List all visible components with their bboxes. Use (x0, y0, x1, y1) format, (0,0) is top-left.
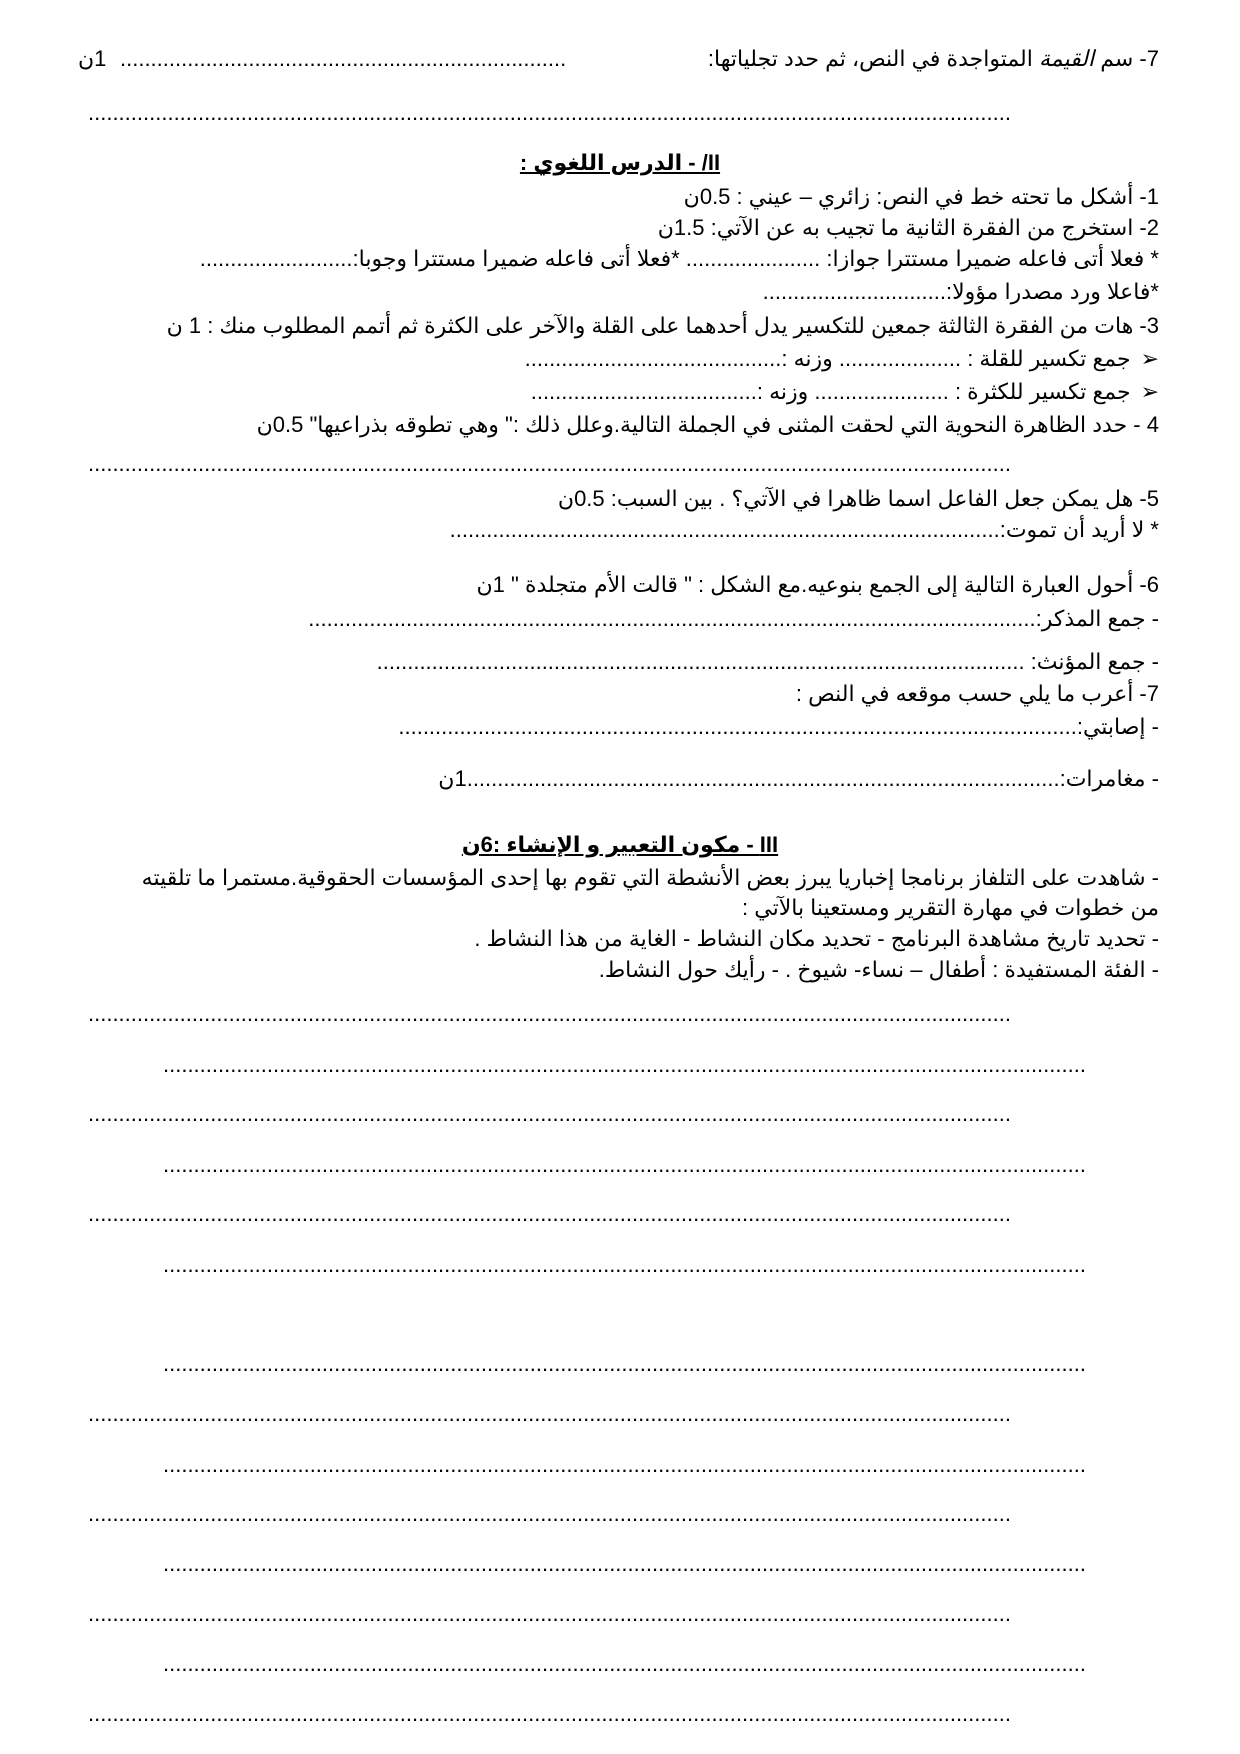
arrow-bullet-icon: ➢ (1140, 379, 1159, 404)
essay-answer-line[interactable]: ....................................................................................................................................................... (163, 1652, 1086, 1676)
grammar-question-3: 3- هات من الفقرة الثالثة جمعين للتكسير يدل أحدهما على القلة والآخر على الكثرة ثم أتمم المطلوب منك : 1 ن (166, 313, 1159, 338)
grammar-question-6b: - جمع المؤنث: .......................................................................................................... (376, 649, 1159, 674)
q7-prefix: 7- سم (1094, 46, 1159, 71)
essay-answer-line[interactable]: ....................................................................................................................................................... (163, 1352, 1086, 1376)
essay-answer-line[interactable]: ....................................................................................................................................................... (88, 1202, 1011, 1226)
q3a-text: جمع تكسير للقلة : .................... وزنه :.......................................... (524, 346, 1131, 371)
essay-answer-line[interactable]: ....................................................................................................................................................... (88, 1002, 1011, 1026)
reading-question-7 (708, 47, 1159, 71)
arrow-bullet-icon: ➢ (1140, 346, 1159, 371)
essay-answer-line[interactable]: ....................................................................................................................................................... (88, 1602, 1011, 1626)
grammar-question-7a: - إصابتي:............................................................................................................... (398, 714, 1159, 739)
essay-answer-line[interactable]: ....................................................................................................................................................... (88, 1402, 1011, 1426)
essay-answer-line[interactable]: ....................................................................................................................................................... (163, 1453, 1086, 1477)
q7-italic-word: القيمة (1039, 46, 1095, 71)
grammar-question-2a: * فعلا أتى فاعله ضميرا مستترا جوازا: ...................... *فعلا أتى فاعله ضميرا مستترا وجوبا:......................... (199, 246, 1159, 271)
essay-answer-line[interactable]: ....................................................................................................................................................... (163, 1053, 1086, 1077)
essay-answer-line[interactable]: ....................................................................................................................................................... (163, 1253, 1086, 1277)
grammar-question-6a: - جمع المذكر:....................................................................................................................... (308, 606, 1159, 631)
essay-answer-line[interactable]: ....................................................................................................................................................... (88, 1102, 1011, 1126)
grammar-question-4: 4 - حدد الظاهرة النحوية التي لحقت المثنى في الجملة التالية.وعلل ذلك :" وهي تطوقه بذراعيها" 0.5ن (256, 412, 1159, 437)
grammar-question-7b: - مغامرات:.................................................................................................1ن (438, 766, 1159, 791)
essay-prompt-line-1: - شاهدت على التلفاز برنامجا إخباريا يبرز بعض الأنشطة التي تقوم بها إحدى المؤسسات الحقوقية.مستمرا ما تلقيته (141, 865, 1159, 890)
grammar-question-5a: * لا أريد أن تموت:.......................................................................................... (449, 517, 1159, 542)
section-3-title: III - مكون التعبير و الإنشاء :6ن (461, 832, 779, 857)
q7-rest: المتواجدة في النص، ثم حدد تجلياتها: (707, 46, 1039, 71)
answer-line[interactable]: ....................................................................................................................................................... (88, 101, 1011, 125)
essay-prompt-line-3: - تحديد تاريخ مشاهدة البرنامج - تحديد مكان النشاط - الغاية من هذا النشاط . (474, 926, 1159, 951)
essay-prompt-line-4: - الفئة المستفيدة : أطفال – نساء- شيوخ . - رأيك حول النشاط. (598, 957, 1159, 982)
essay-answer-line[interactable]: ....................................................................................................................................................... (163, 1552, 1086, 1576)
grammar-question-2b: *فاعلا ورد مصدرا مؤولا:.............................. (762, 279, 1159, 304)
q3b-text: جمع تكسير للكثرة : ...................... وزنه :..................................... (530, 379, 1131, 404)
essay-answer-line[interactable]: ....................................................................................................................................................... (88, 1502, 1011, 1526)
q7-points: 1ن (78, 46, 107, 71)
essay-answer-line[interactable]: ....................................................................................................................................................... (163, 1153, 1086, 1177)
section-2-title: II/ - الدرس اللغوي : (519, 150, 721, 175)
essay-prompt-line-2: من خطوات في مهارة التقرير ومستعينا بالآتي : (742, 895, 1159, 920)
grammar-question-2: 2- استخرج من الفقرة الثانية ما تجيب به عن الآتي: 1.5ن (657, 215, 1159, 240)
essay-answer-line[interactable]: ....................................................................................................................................................... (88, 1702, 1011, 1726)
answer-line[interactable]: ....................................................................................................................................................... (88, 452, 1011, 476)
grammar-question-6: 6- أحول العبارة التالية إلى الجمع بنوعيه.مع الشكل : " قالت الأم متجلدة " 1ن (476, 572, 1159, 597)
grammar-question-7: 7- أعرب ما يلي حسب موقعه في النص : (795, 681, 1159, 706)
grammar-question-3b (531, 380, 1159, 404)
q7-answer-dots[interactable]: ......................................................................... (120, 47, 567, 71)
grammar-question-5: 5- هل يمكن جعل الفاعل اسما ظاهرا في الآتي؟ . بين السبب: 0.5ن (557, 486, 1159, 511)
grammar-question-1: 1- أشكل ما تحته خط في النص: زائري – عيني : 0.5ن (683, 184, 1159, 209)
grammar-question-3a (525, 347, 1159, 371)
